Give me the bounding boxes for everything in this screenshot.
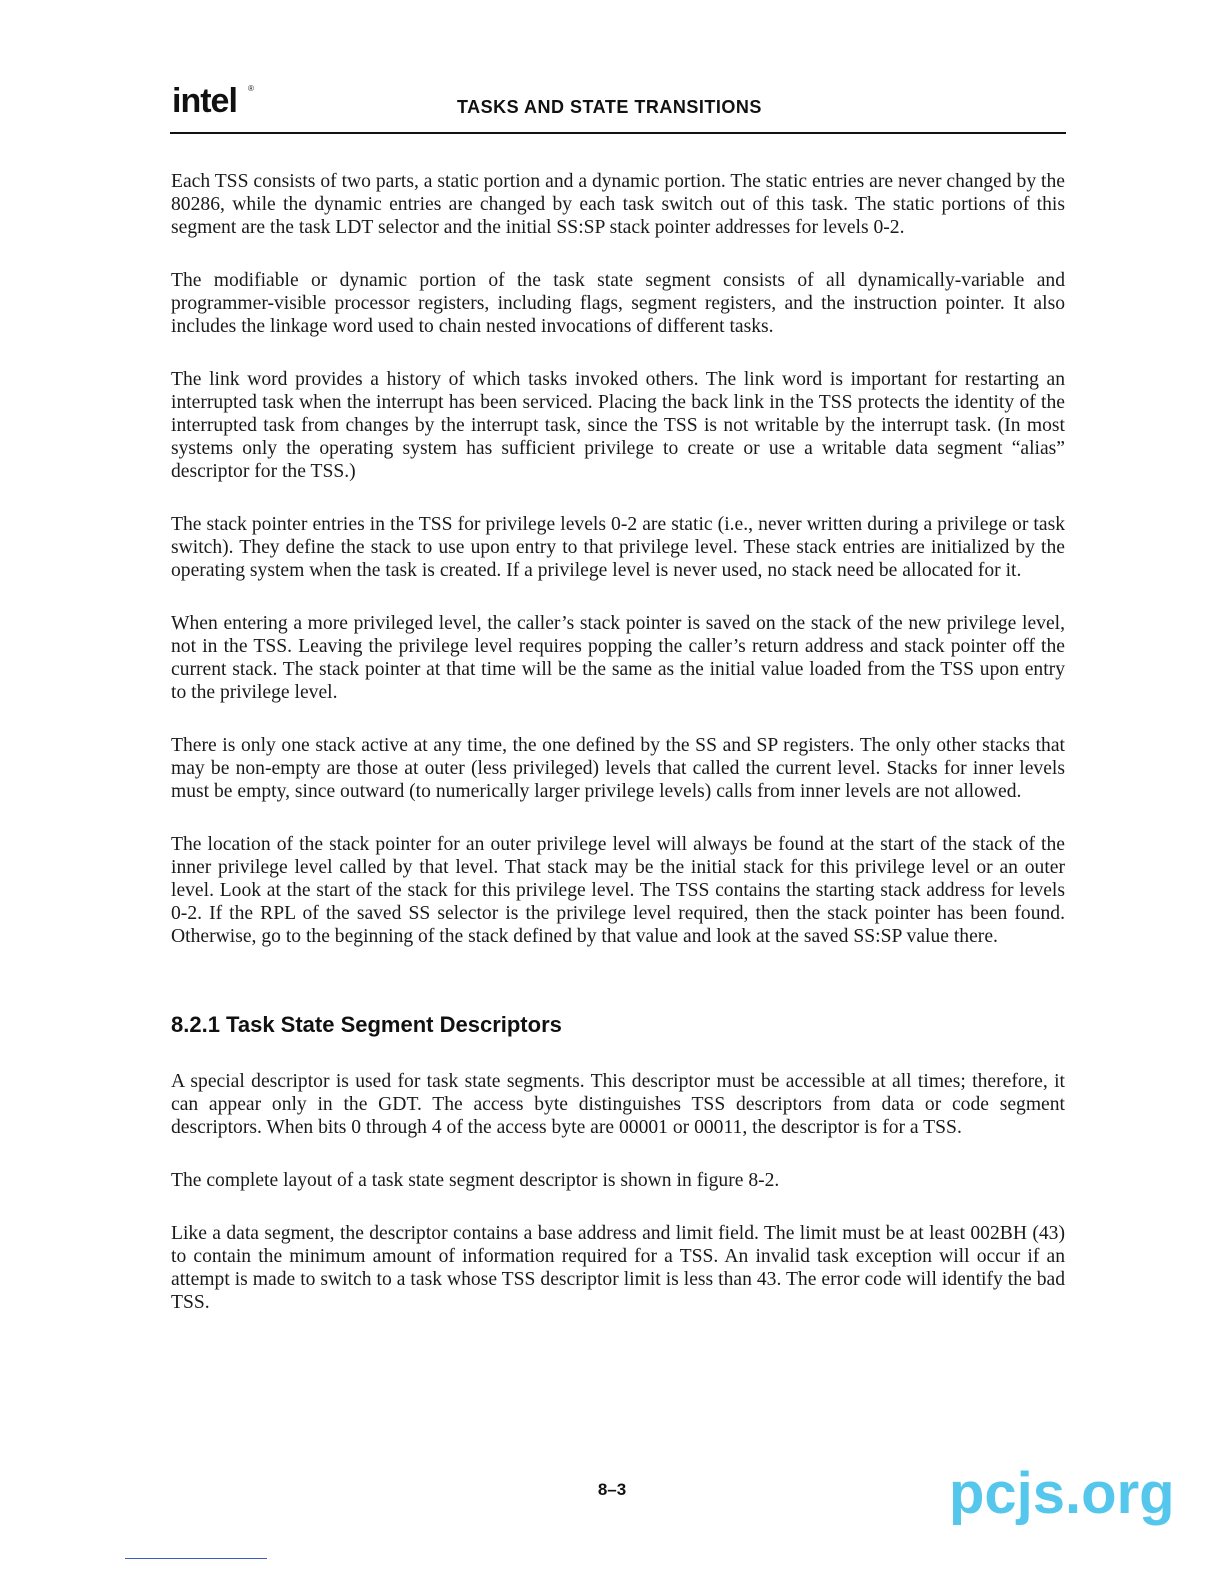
header-title: TASKS AND STATE TRANSITIONS: [457, 97, 762, 117]
watermark-logo: pcjs.org: [949, 1461, 1175, 1526]
paragraph-6: There is only one stack active at any time, the one defined by the SS and SP registers. The only other stacks that may be non-empty are those at outer (less privileged) levels that called the current level. Stacks for inner levels must be empty, since outward (to numerically larger privilege levels) calls from inner levels are not allowed.: [171, 735, 1065, 802]
section-paragraph-2: The complete layout of a task state segment descriptor is shown in figure 8-2.: [171, 1170, 780, 1191]
paragraph-3: The link word provides a history of which tasks invoked others. The link word is important for restarting an interrupted task when the interrupt has been serviced. Placing the back link in the TSS protects the identity of the interrupted task from changes by the interrupt task, since the TSS is not writable by the interrupt task. (In most systems only the operating system has sufficient privilege to create or use a writable data segment “alias” descriptor for the TSS.): [171, 369, 1065, 482]
paragraph-4: The stack pointer entries in the TSS for privilege levels 0-2 are static (i.e., never written during a privilege or task switch). They define the stack to use upon entry to that privilege level. These stack entries are initialized by the operating system when the task is created. If a privilege level is never used, no stack need be allocated for it.: [171, 514, 1065, 581]
page-content: [171, 170, 1065, 1344]
page-number: 8–3: [597, 1480, 627, 1499]
bottom-divider: [125, 1558, 267, 1559]
section-paragraph-1: A special descriptor is used for task state segments. This descriptor must be accessible at all times; therefore, it can appear only in the GDT. The access byte distinguishes TSS descriptors from data or code segment descriptors. When bits 0 through 4 of the access byte are 00001 or 00011, the descriptor is for a TSS.: [171, 1071, 1065, 1138]
section-heading: 8.2.1 Task State Segment Descriptors: [171, 1012, 562, 1037]
page-header: [170, 82, 1066, 134]
paragraph-2: The modifiable or dynamic portion of the task state segment consists of all dynamically-variable and programmer-visible processor registers, including flags, segment registers, and the instruction pointer. It also includes the linkage word used to chain nested invocations of different tasks.: [171, 270, 1065, 337]
paragraph-1: Each TSS consists of two parts, a static portion and a dynamic portion. The static entries are never changed by the 80286, while the dynamic entries are changed by each task switch out of this task. The static portions of this segment are the task LDT selector and the initial SS:SP stack pointer addresses for levels 0-2.: [171, 171, 1065, 238]
paragraph-5: When entering a more privileged level, the caller’s stack pointer is saved on the stack of the new privilege level, not in the TSS. Leaving the privilege level requires popping the caller’s return address and stack pointer off the current stack. The stack pointer at that time will be the same as the initial value loaded from the TSS upon entry to the privilege level.: [171, 613, 1065, 703]
intel-logo: intel: [172, 82, 237, 120]
paragraph-7: The location of the stack pointer for an outer privilege level will always be found at the start of the stack of the inner privilege level called by that level. That stack may be the initial stack for this privilege level or an outer level. Look at the start of the stack for this privilege level. The TSS contains the starting stack address for levels 0-2. If the RPL of the saved SS selector is the privilege level required, then the stack pointer has been found. Otherwise, go to the beginning of the stack defined by that value and look at the saved SS:SP value there.: [171, 834, 1065, 947]
section-paragraph-3: Like a data segment, the descriptor contains a base address and limit field. The limit must be at least 002BH (43) to contain the minimum amount of information required for a TSS. An invalid task exception will occur if an attempt is made to switch to a task whose TSS descriptor limit is less than 43. The error code will identify the bad TSS.: [171, 1223, 1065, 1313]
registered-mark: ®: [248, 84, 254, 93]
